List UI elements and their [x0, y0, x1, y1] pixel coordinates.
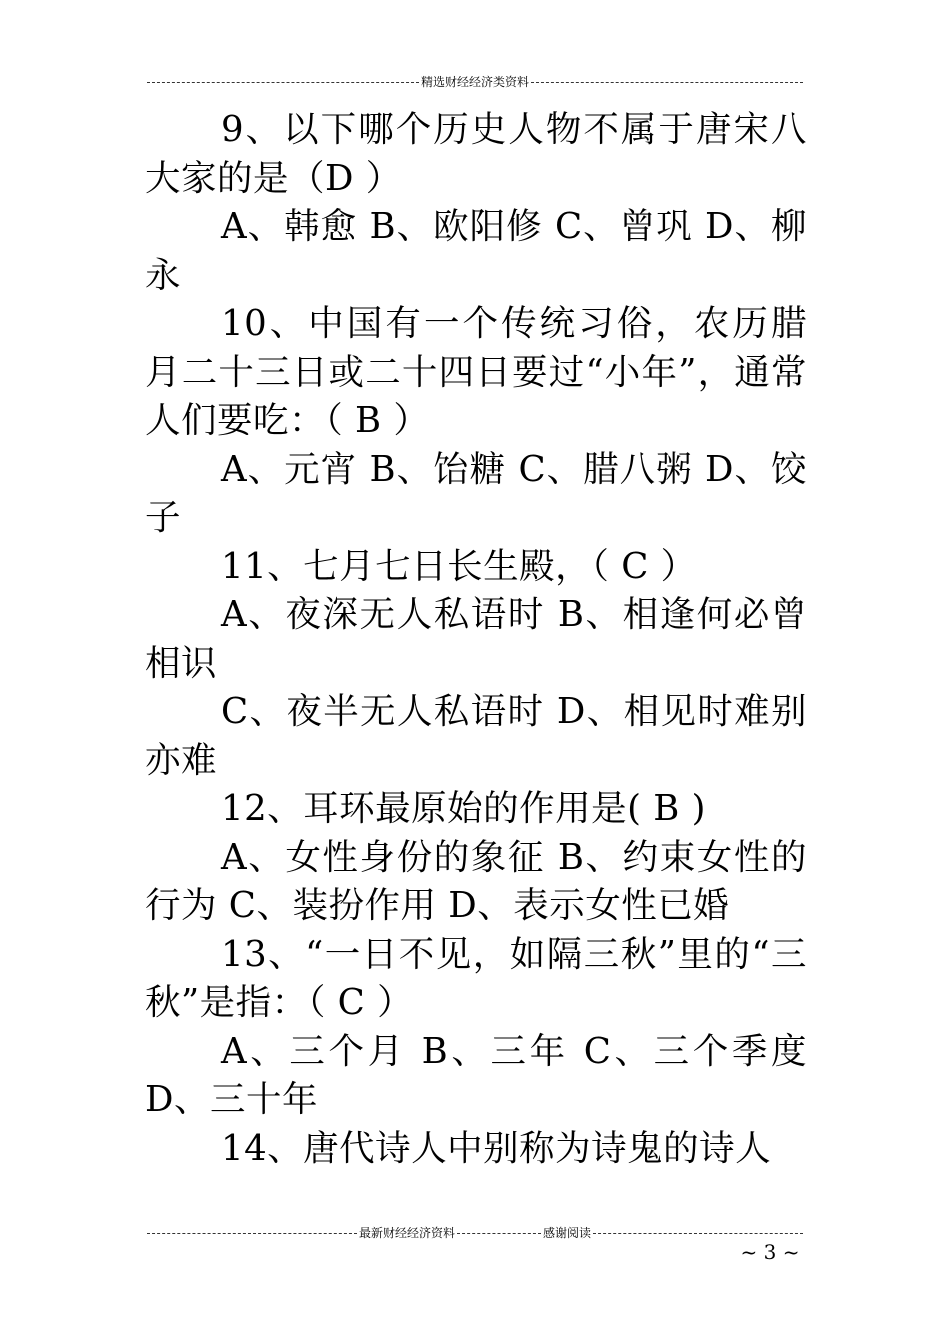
- footer-left-text: 最新财经经济资料: [358, 1226, 455, 1240]
- question-12-options: A、女性身份的象征 B、约束女性的行为 C、装扮作用 D、表示女性已婚: [145, 836, 807, 926]
- question-10-options: A、元宵 B、饴糖 C、腊八粥 D、饺子: [145, 448, 807, 538]
- question-12: 12、耳环最原始的作用是( B ): [221, 788, 707, 829]
- page-number: ~ 3 ~: [740, 1240, 800, 1264]
- header-divider-left: [147, 82, 419, 83]
- question-14: 14、唐代诗人中别称为诗鬼的诗人: [221, 1127, 772, 1169]
- footer-divider-middle: [457, 1233, 541, 1234]
- question-9: 9、以下哪个历史人物不属于唐宋八大家的是（D ）: [145, 109, 807, 199]
- header-text: 精选财经经济类资料: [421, 75, 530, 89]
- question-11-options-cd: C、夜半无人私语时 D、相见时难别亦难: [145, 691, 807, 781]
- question-9-options: A、韩愈 B、欧阳修 C、曾巩 D、柳永: [145, 206, 807, 296]
- question-11: 11、七月七日长生殿，（ C ）: [221, 545, 697, 587]
- question-10: 10、中国有一个传统习俗，农历腊月二十三日或二十四日要过“小年”，通常人们要吃：（ B ）: [145, 303, 807, 441]
- footer-right-text: 感谢阅读: [543, 1226, 592, 1240]
- question-11-options-ab: A、夜深无人私语时 B、相逢何必曾相识: [145, 594, 807, 684]
- question-13: 13、“一日不见，如隔三秋”里的“三秋”是指：（ C ）: [145, 933, 807, 1023]
- footer-divider-left: [147, 1233, 357, 1234]
- page-header: [145, 74, 805, 90]
- page-footer: [145, 1225, 805, 1241]
- document-body: [145, 106, 807, 1173]
- question-13-options: A、三个月 B、三年 C、三个季度 D、三十年: [145, 1030, 807, 1120]
- footer-divider-right: [593, 1233, 803, 1234]
- header-divider-right: [531, 82, 803, 83]
